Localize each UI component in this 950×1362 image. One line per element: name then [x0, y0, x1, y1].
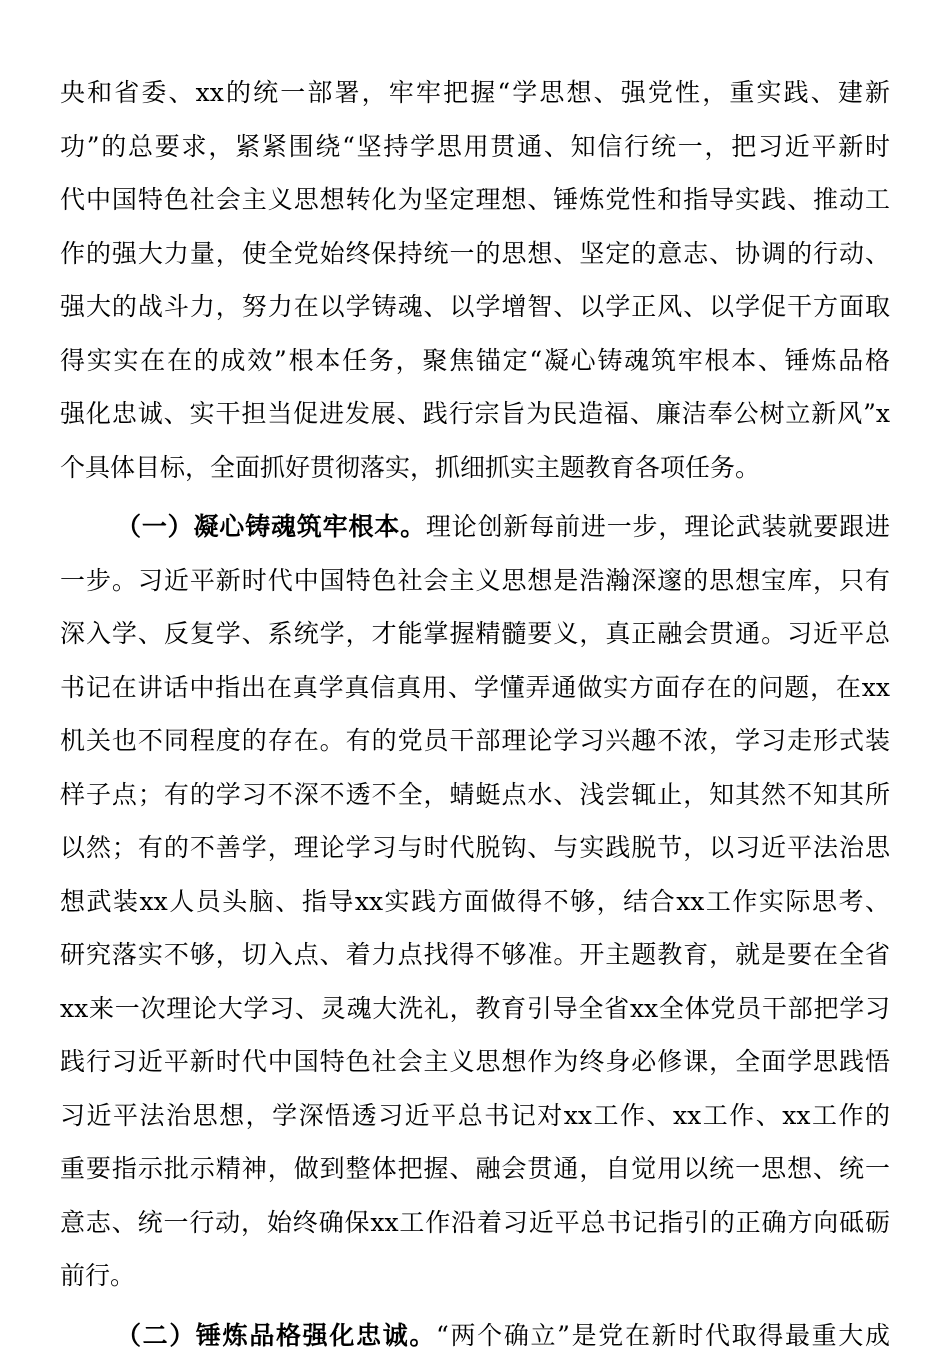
text-line: 强化忠诚、实干担当促进发展、践行宗旨为民造福、廉洁奉公树立新风”x: [60, 387, 890, 441]
section-first-line: [60, 500, 890, 554]
text-line: 功”的总要求，紧紧围绕“坚持学思用贯通、知信行统一，把习近平新时: [60, 120, 890, 174]
section-first-line-text: 理论创新每前进一步，理论武装就要跟进: [426, 512, 890, 541]
text-line: 习近平法治思想，学深悟透习近平总书记对xx工作、xx工作、xx工作的: [60, 1089, 890, 1143]
text-line: 以然；有的不善学，理论学习与时代脱钩、与实践脱节，以习近平法治思: [60, 821, 890, 875]
paragraph-intro: [60, 66, 890, 494]
text-line: 作的强大力量，使全党始终保持统一的思想、坚定的意志、协调的行动、: [60, 227, 890, 281]
text-line: 意志、统一行动，始终确保xx工作沿着习近平总书记指引的正确方向砥砺: [60, 1196, 890, 1250]
text-line: 代中国特色社会主义思想转化为坚定理想、锤炼党性和指导实践、推动工: [60, 173, 890, 227]
text-line: 书记在讲话中指出在真学真信真用、学懂弄通做实方面存在的问题，在xx: [60, 661, 890, 715]
text-line: 前行。: [60, 1249, 890, 1303]
section-first-line: [60, 1309, 890, 1362]
text-line: 深入学、反复学、系统学，才能掌握精髓要义，真正融会贯通。习近平总: [60, 607, 890, 661]
text-line: 个具体目标，全面抓好贯彻落实，抓细抓实主题教育各项任务。: [60, 441, 890, 495]
text-line: 一步。习近平新时代中国特色社会主义思想是浩瀚深邃的思想宝库，只有: [60, 554, 890, 608]
text-line: 践行习近平新时代中国特色社会主义思想作为终身必修课，全面学思践悟: [60, 1035, 890, 1089]
text-line: 机关也不同程度的存在。有的党员干部理论学习兴趣不浓，学习走形式装: [60, 714, 890, 768]
text-line: 想武装xx人员头脑、指导xx实践方面做得不够，结合xx工作实际思考、: [60, 875, 890, 929]
section-first-line-text: “两个确立”是党在新时代取得最重大成: [436, 1321, 890, 1350]
text-line: 得实实在在的成效”根本任务，聚焦锚定“凝心铸魂筑牢根本、锤炼品格: [60, 334, 890, 388]
text-line: 强大的战斗力，努力在以学铸魂、以学增智、以学正风、以学促干方面取: [60, 280, 890, 334]
section-heading: （二）锤炼品格强化忠诚。: [116, 1321, 436, 1350]
text-line: 央和省委、xx的统一部署，牢牢把握“学思想、强党性，重实践、建新: [60, 66, 890, 120]
paragraph-section-1: [60, 500, 890, 1303]
paragraph-section-2: [60, 1309, 890, 1362]
text-line: 重要指示批示精神，做到整体把握、融会贯通，自觉用以统一思想、统一: [60, 1142, 890, 1196]
section-heading: （一）凝心铸魂筑牢根本。: [116, 512, 426, 541]
text-line: 样子点；有的学习不深不透不全，蜻蜓点水、浅尝辄止，知其然不知其所: [60, 768, 890, 822]
text-line: 研究落实不够，切入点、着力点找得不够准。开主题教育，就是要在全省: [60, 928, 890, 982]
text-line: xx来一次理论大学习、灵魂大洗礼，教育引导全省xx全体党员干部把学习: [60, 982, 890, 1036]
document-body: [60, 66, 890, 1362]
